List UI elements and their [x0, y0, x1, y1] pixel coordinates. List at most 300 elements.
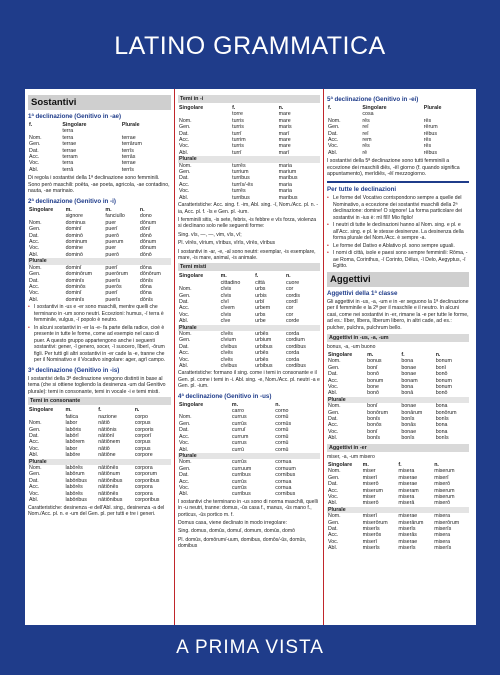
table-cell: misera — [434, 538, 451, 545]
table-cell: Nom. — [179, 459, 192, 466]
decl2-table — [28, 207, 171, 303]
table-cell: terrae — [62, 141, 77, 148]
table-cell: dōna — [139, 283, 152, 290]
table-cell: reī — [362, 130, 369, 137]
plural-label-row: Plurale — [28, 459, 171, 465]
table-cell: Abl. — [179, 491, 189, 498]
table-cell: Abl. — [328, 390, 338, 397]
table-cell: bonōs — [367, 422, 382, 429]
table-cell: nātiōnī — [98, 433, 115, 440]
table-cell: m. — [367, 351, 374, 358]
table-row — [28, 167, 171, 173]
table-cell: rēs — [423, 117, 432, 124]
table-cell: cīvis — [220, 286, 232, 293]
table-cell: corpora — [134, 490, 153, 497]
table-cell: Acc. — [179, 181, 190, 188]
table-cell: puerōrum — [105, 271, 129, 278]
table-cell: nātiōnum — [98, 471, 121, 478]
table-cell: corpore — [134, 452, 153, 459]
table-cell: miserōs — [362, 532, 382, 539]
table-cell: puerum — [105, 239, 124, 246]
table-cell: miserō — [362, 481, 379, 488]
table-cell: Nom. — [328, 117, 341, 124]
table-cell: bonum — [367, 377, 384, 384]
table-cell: Gen. — [179, 337, 191, 344]
table-cell: dōnum — [139, 219, 157, 226]
table-cell: Acc. — [179, 305, 190, 312]
table-cell: bona — [435, 403, 448, 410]
decl4-note-3: Sing. domus, domūs, domuī, domum, domūs, domō — [178, 528, 295, 535]
table-cell: bonīs — [401, 435, 415, 442]
table-cell: miserī — [362, 474, 378, 481]
table-cell: cīve — [220, 318, 231, 325]
table-cell: m. — [105, 207, 112, 214]
table-cell: domine — [65, 245, 83, 252]
table-cell: rē — [362, 149, 368, 156]
table-cell: urbēs — [255, 356, 269, 363]
table-cell: Abl. — [179, 149, 189, 156]
table-cell: bonīs — [435, 415, 449, 422]
table-cell: currūs — [231, 484, 247, 491]
column-1 — [25, 89, 174, 625]
table-row — [327, 150, 469, 156]
table-cell: labor — [65, 420, 78, 427]
table-cell: Abl. — [29, 452, 39, 459]
table-cell: maria — [278, 181, 292, 188]
table-cell: terrārum — [121, 141, 142, 148]
table-cell: rēbus — [423, 130, 438, 137]
table-cell: Gen. — [328, 474, 340, 481]
decl5-table — [327, 105, 469, 156]
table-cell: Gen. — [328, 364, 340, 371]
table-cell: Gen. — [179, 292, 191, 299]
table-cell: città — [255, 279, 265, 286]
table-cell: miserō — [434, 500, 451, 507]
table-cell: Dat. — [328, 481, 338, 488]
table-cell: corda — [285, 331, 300, 337]
table-cell: puerīs — [105, 277, 121, 284]
table-cell: curribus — [231, 491, 251, 498]
table-cell: f. — [398, 462, 402, 468]
table-cell: Abl. — [29, 251, 39, 258]
table-cell: Acc. — [179, 137, 190, 144]
plural-label-row: Plurale — [178, 156, 320, 162]
table-row — [28, 297, 171, 303]
table-cell: Nom. — [179, 331, 192, 337]
table-cell: m. — [362, 462, 369, 468]
table-cell: miseram — [398, 487, 419, 494]
table-cell: Dat. — [179, 472, 189, 479]
table-cell: Dat. — [29, 232, 39, 239]
temi-i-note-2: I femminili sitis, -is sete, febris, -is febbre e vīs forza, violenza si declinano solo nelle seguenti forme: — [178, 216, 317, 230]
table-cell: miserīs — [398, 526, 416, 533]
table-cell: cosa — [362, 111, 374, 118]
plural-label-row: Plurale — [178, 325, 320, 331]
decl3-note: I sostantivi della 3ª declinazione vengono distinti in base al tema (che si ottiene togliendo la desinenza -um dal Genitivo plurale): temi in consonante, temi in vocale -i e temi misti. — [28, 375, 166, 395]
table-cell: bona — [435, 428, 448, 435]
table-cell: miserā — [398, 500, 415, 507]
table-cell: urbis — [255, 292, 267, 299]
table-cell: mare — [278, 137, 291, 144]
table-cell: cīvibus — [220, 343, 238, 350]
table-cell: n. — [278, 105, 284, 111]
table-cell: nātiōnēs — [98, 490, 119, 497]
table-cell: Singolare — [328, 351, 353, 358]
table-cell: miserīs — [434, 526, 452, 533]
cover-footer: A PRIMA VISTA — [176, 637, 324, 658]
table-cell: currus — [231, 440, 247, 447]
table-cell: Nom. — [328, 403, 341, 410]
table-cell: miser — [362, 468, 376, 475]
table-cell: nātiōnēs — [98, 484, 119, 491]
table-cell: mare — [278, 143, 291, 150]
decl2-bullet-2: • In alcuni sostantivi in -er la -e- fa parte della radice, cioè è presente in tutte le forme, come ad esempio nel caso di puer. A questo gruppo appartengono anche i seguenti sostantivi: gener, -ī genero, socer, -ī suocero, līberī, -ōrum figli. Per tutti gli altri sostantivi in -er cade la -e, tranne che per il Nominativo e il Vocativo singolare: ager, agrī campo. — [28, 325, 171, 364]
table-cell: cīvibus — [220, 363, 238, 370]
table-cell: Singolare — [328, 462, 353, 468]
decl2-bullet-1: • I sostantivi in -us e -er sono maschili, mentre quelli che terminano in -um sono neutri. Eccezioni: humus, -ī terra è femminile, vulgus, -ī popolo è neutro. — [28, 304, 171, 324]
table-cell: rēbus — [423, 149, 438, 156]
table-cell: dono — [139, 213, 152, 220]
table-cell: corpora — [134, 484, 153, 491]
table-cell: Gen. — [328, 409, 340, 416]
table-cell: n. — [139, 207, 145, 214]
table-cell: miserum — [434, 487, 455, 494]
table-cell: n. — [285, 273, 291, 280]
table-cell: terram — [62, 154, 78, 161]
table-cell: Dat. — [328, 371, 338, 378]
table-cell: miserae — [398, 538, 418, 545]
table-cell: miserīs — [434, 545, 452, 552]
table-cell: Nom. — [179, 162, 192, 169]
table-cell: Voc. — [29, 290, 40, 297]
table-row — [178, 363, 320, 369]
all-decl-title: Per tutte le declinazioni — [327, 186, 397, 194]
table-cell: Voc. — [179, 484, 190, 491]
table-cell: Abl. — [29, 296, 39, 303]
table-cell: bonās — [401, 422, 416, 429]
table-cell: turribus — [232, 175, 250, 182]
table-cell: n. — [434, 462, 439, 468]
table-cell: Abl. — [29, 166, 39, 173]
table-cell: puerīs — [105, 296, 121, 303]
table-cell: labōrēs — [65, 490, 83, 497]
table-cell: dōnō — [139, 251, 152, 258]
table-cell: turris — [232, 124, 244, 131]
table-cell: Acc. — [29, 484, 40, 491]
table-cell: dōnīs — [139, 277, 153, 284]
table-cell: turrēs — [232, 188, 246, 195]
table-cell: Acc. — [179, 478, 190, 485]
table-cell: dominō — [65, 251, 83, 258]
decl4-note-4: Pl. domūs, domōrum/-uum, domibus, domōs/-ūs, domūs, domibus — [178, 536, 307, 550]
table-cell: puerōs — [105, 283, 122, 290]
table-cell: Acc. — [29, 283, 40, 290]
all-decl-bullet-4: • I nomi di città, isole e paesi sono sempre femminili: Rōma, -ae Roma, Corinthus, -ī Corinto, Dēlus, -ī Delo, Aegyptus, -ī Egitto. — [327, 250, 469, 270]
table-cell: cornū — [275, 446, 289, 453]
table-cell: Nom. — [179, 286, 192, 293]
table-cell: corno — [275, 408, 289, 415]
table-cell: miserae — [398, 481, 418, 488]
table-cell: Nom. — [29, 465, 42, 472]
table-cell: Nom. — [29, 219, 42, 226]
table-cell: Nom. — [29, 264, 42, 271]
decl3-title: 3ª declinazione (Genitivo in -is) — [28, 366, 120, 374]
table-cell: dominī — [65, 226, 82, 233]
table-cell: urbe — [255, 318, 266, 325]
table-cell: Voc. — [179, 143, 190, 150]
table-cell: Voc. — [29, 490, 40, 497]
table-cell: cornū — [275, 440, 289, 447]
table-cell: terrae — [62, 147, 77, 154]
table-cell: Singolare — [179, 401, 204, 408]
table-cell: Gen. — [328, 124, 340, 131]
table-cell: corporum — [134, 471, 158, 478]
decl4-note-2: Domus casa, viene declinato in modo irregolare: — [178, 519, 288, 526]
table-cell: cordis — [285, 292, 301, 299]
table-cell: Dat. — [179, 130, 189, 137]
decl4-table — [178, 402, 320, 498]
table-cell: miser — [362, 494, 376, 501]
table-cell: nātiōnibus — [98, 477, 123, 484]
table-cell: Voc. — [328, 428, 339, 435]
table-cell: Singolare — [179, 105, 204, 111]
table-cell: Acc. — [328, 422, 339, 429]
table-cell: bonī — [435, 364, 446, 371]
table-cell: bonārum — [401, 409, 423, 416]
table-cell: urbibus — [255, 363, 273, 370]
table-cell: fanciullo — [105, 213, 125, 220]
table-cell: Abl. — [179, 194, 189, 201]
table-cell: bonum — [435, 383, 452, 390]
table-cell: bonī — [367, 364, 378, 371]
table-cell: dōnum — [139, 245, 157, 252]
table-cell: Nom. — [179, 117, 192, 124]
table-cell: urbēs — [255, 331, 269, 337]
table-cell: Abl. — [328, 149, 338, 156]
table-cell: Plurale — [121, 122, 140, 128]
table-row — [327, 435, 469, 441]
table-cell: dōna — [139, 264, 152, 271]
table-cell: cornū — [275, 427, 289, 434]
decl3-table — [28, 407, 171, 503]
table-cell: terrā — [62, 166, 74, 173]
table-cell: Nom. — [29, 420, 42, 427]
table-cell: n. — [134, 407, 140, 414]
table-cell: labōrēs — [65, 484, 83, 491]
table-cell: Acc. — [179, 433, 190, 440]
table-cell: dominō — [65, 232, 83, 239]
table-cell: labōrī — [65, 433, 79, 440]
table-cell: maria — [278, 162, 292, 169]
table-cell: cornūs — [275, 420, 292, 427]
table-cell: cīvēs — [220, 331, 233, 337]
table-cell: Abl. — [328, 435, 338, 442]
table-cell: dominīs — [65, 277, 85, 284]
table-cell: Acc. — [29, 439, 40, 446]
table-cell: Voc. — [29, 445, 40, 452]
decl5-note: I sostantivi della 5ª declinazione sono tutti femminili a eccezione dei maschili diēs, -ēī giorno (f. quando significa appuntamento), merīdiēs, -ēī mezzogiorno. — [327, 158, 460, 178]
adj-us-box-title: Aggettivi in -us, -a, -um — [327, 334, 469, 342]
table-cell: maria — [278, 188, 292, 195]
table-cell: signore — [65, 213, 83, 220]
table-cell: bonī — [367, 428, 378, 435]
table-cell: terra — [62, 128, 74, 135]
table-cell: puerī — [105, 226, 118, 233]
table-cell: Dat. — [179, 298, 189, 305]
table-cell: terrās — [121, 154, 136, 161]
table-cell: nātiōnēs — [98, 465, 119, 472]
table-cell: miserum — [362, 487, 383, 494]
decl3-closing: Caratteristiche: desinenza -e dell'Abl. sing., desinenza -a del Nom./Acc. pl. n. e -um del Gen. pl. per tutti e tre i generi. — [28, 504, 165, 517]
table-cell: marī — [278, 130, 290, 137]
table-cell: miserī — [362, 513, 378, 520]
table-cell: nātiō — [98, 445, 110, 452]
table-cell: cornū — [275, 414, 289, 421]
table-cell: miserī — [362, 538, 378, 545]
table-cell: fatica — [65, 413, 79, 420]
table-cell: f. — [328, 105, 332, 111]
table-cell: turrī — [232, 149, 242, 156]
table-cell: terrae — [121, 134, 136, 141]
section-sostantivi: Sostantivi — [28, 95, 171, 110]
table-cell: Singolare — [362, 105, 387, 111]
table-cell: bonōrum — [435, 409, 457, 416]
decl5-title: 5ª declinazione (Genitivo in -ei) — [327, 96, 419, 103]
table-cell: carro — [231, 408, 244, 415]
table-cell: miserō — [434, 481, 451, 488]
table-cell: Acc. — [328, 532, 339, 539]
table-cell: m. — [65, 407, 72, 414]
table-cell: cor — [285, 311, 294, 318]
table-cell: turris — [232, 143, 244, 150]
table-cell: corpus — [134, 420, 151, 427]
table-cell: cornua — [275, 459, 292, 466]
adj-class1-note: Gli aggettivi in -us, -a, -um e in -er seguono la 1ª declinazione per il femminile e la 2ª per il maschile e il neutro. In alcuni casi, come nei sostantivi in -er, rimane la -e per tutte le forme, ad es.: līber, lībera, līberum libero, in altri cade, ad es.: pulcher, pulchra, pulchrum bello. — [327, 298, 469, 331]
table-cell: bona — [401, 358, 414, 365]
table-cell: urbibus — [255, 343, 273, 350]
table-cell: labōris — [65, 426, 82, 433]
table-cell: misera — [434, 532, 451, 539]
table-cell: curruī — [231, 427, 246, 434]
table-cell: rēs — [362, 117, 370, 124]
table-cell: dominōs — [65, 283, 86, 290]
table-cell: m. — [65, 207, 72, 214]
table-cell: dōnum — [139, 239, 157, 246]
table-cell: cīvēs — [220, 356, 233, 363]
plural-label-row: Plurale — [178, 453, 320, 459]
table-cell: reī — [362, 124, 369, 131]
table-cell: n. — [435, 351, 441, 358]
table-cell: terrae — [121, 160, 136, 167]
table-cell: mare — [278, 117, 291, 124]
table-cell: turrīs/-ēs — [232, 181, 254, 188]
table-cell: Dat. — [29, 477, 39, 484]
table-cell: terrīs — [121, 147, 134, 154]
table-cell: currūs — [231, 459, 247, 466]
table-cell: cittadino — [220, 279, 241, 286]
table-cell: turrium — [232, 169, 249, 176]
table-cell: currum — [231, 433, 249, 440]
table-cell: turrim — [232, 137, 246, 144]
table-cell: urbem — [255, 305, 271, 312]
table-cell: Voc. — [179, 188, 190, 195]
table-cell: Dat. — [29, 433, 39, 440]
table-cell: Dat. — [179, 175, 189, 182]
table-row — [28, 497, 171, 503]
decl1-note: Di regola i sostantivi della 1ª declinazione sono femminili. Sono però maschili: poēta, -ae poeta, agricola, -ae contadino, nauta, -ae marinaio. — [28, 175, 170, 195]
table-cell: Singolare — [179, 273, 204, 280]
table-cell: Nom. — [328, 513, 341, 520]
table-cell: miserīs — [398, 545, 416, 552]
table-cell: dominum — [65, 239, 88, 246]
table-cell: dominī — [65, 264, 82, 271]
table-cell: rēs — [423, 137, 432, 144]
temi-i-note-1: Caratteristiche: Acc. sing. f. -im, Abl. sing. -ī, Nom./Acc. pl. n. -ia, Acc. pl. f. -īs e Gen. pl. -ium. — [178, 202, 319, 215]
decl1-table — [28, 122, 171, 173]
table-cell: Gen. — [179, 465, 191, 472]
table-cell: currūs — [231, 420, 247, 427]
temi-i-note-5: I sostantivi in -ar, -e, -al sono neutri: exemplar, -is esemplare, mare, -is mare, animal, -is animale. — [178, 248, 316, 261]
table-cell: corpora — [134, 465, 153, 472]
table-cell: marī — [278, 149, 290, 156]
table-row — [178, 491, 320, 497]
table-cell: dominīs — [65, 296, 85, 303]
table-cell: Voc. — [29, 245, 40, 252]
table-cell: bonōrum — [367, 409, 389, 416]
decl1-title: 1ª declinazione (Genitivo in -ae) — [28, 113, 122, 120]
table-row — [327, 545, 469, 551]
temi-i-box-title: Temi in -i — [178, 95, 320, 103]
table-cell: puerō — [105, 232, 119, 239]
table-cell: bonī — [367, 403, 378, 410]
table-cell: dōnīs — [139, 296, 153, 303]
table-cell: nātiōnibus — [98, 497, 123, 504]
table-cell: Dat. — [328, 526, 338, 533]
table-cell: miserī — [434, 474, 449, 481]
table-cell: cor — [285, 305, 294, 312]
table-cell: Singolare — [29, 207, 54, 214]
table-cell: miserae — [398, 513, 418, 520]
table-cell: urbēs — [255, 350, 269, 357]
table-cell: Dat. — [179, 343, 189, 350]
table-cell: bonō — [367, 371, 379, 378]
table-cell: Nom. — [328, 358, 341, 365]
column-3 — [323, 89, 472, 625]
decl4-title: 4ª declinazione (Genitivo in -us) — [178, 392, 272, 400]
table-cell: Abl. — [328, 545, 338, 552]
all-decl-bullet-1: • Le forme del Vocativo corrispondono sempre a quelle del Nominativo, a eccezione dei sostantivi maschili della 2ª declinazione: domine! O signore! La forma particolare dei sostantivi in -ius è: mī fīlī! Mio figlio! — [327, 195, 469, 221]
table-cell: cornū — [275, 433, 289, 440]
adj-us-table — [327, 352, 469, 442]
table-cell: bonae — [401, 428, 417, 435]
table-cell: corpus — [134, 445, 151, 452]
table-cell: miserārum — [398, 519, 424, 526]
adj-class1-title: Aggettivi della 1ª classe — [327, 289, 398, 297]
table-cell: Voc. — [328, 383, 339, 390]
table-cell: bonō — [367, 390, 379, 397]
table-cell: Acc. — [328, 377, 339, 384]
table-cell: f. — [29, 122, 33, 128]
table-cell: n. — [275, 401, 280, 408]
table-cell: nātiōnem — [98, 439, 121, 446]
table-cell: rērum — [423, 124, 438, 131]
table-cell: miserīs — [362, 545, 380, 552]
adj-er-table — [327, 462, 469, 552]
decl3-box-title: Temi in consonante — [28, 397, 171, 405]
temi-i-table — [178, 105, 320, 201]
table-cell: cornua — [275, 478, 292, 485]
table-cell: bonīs — [367, 435, 381, 442]
